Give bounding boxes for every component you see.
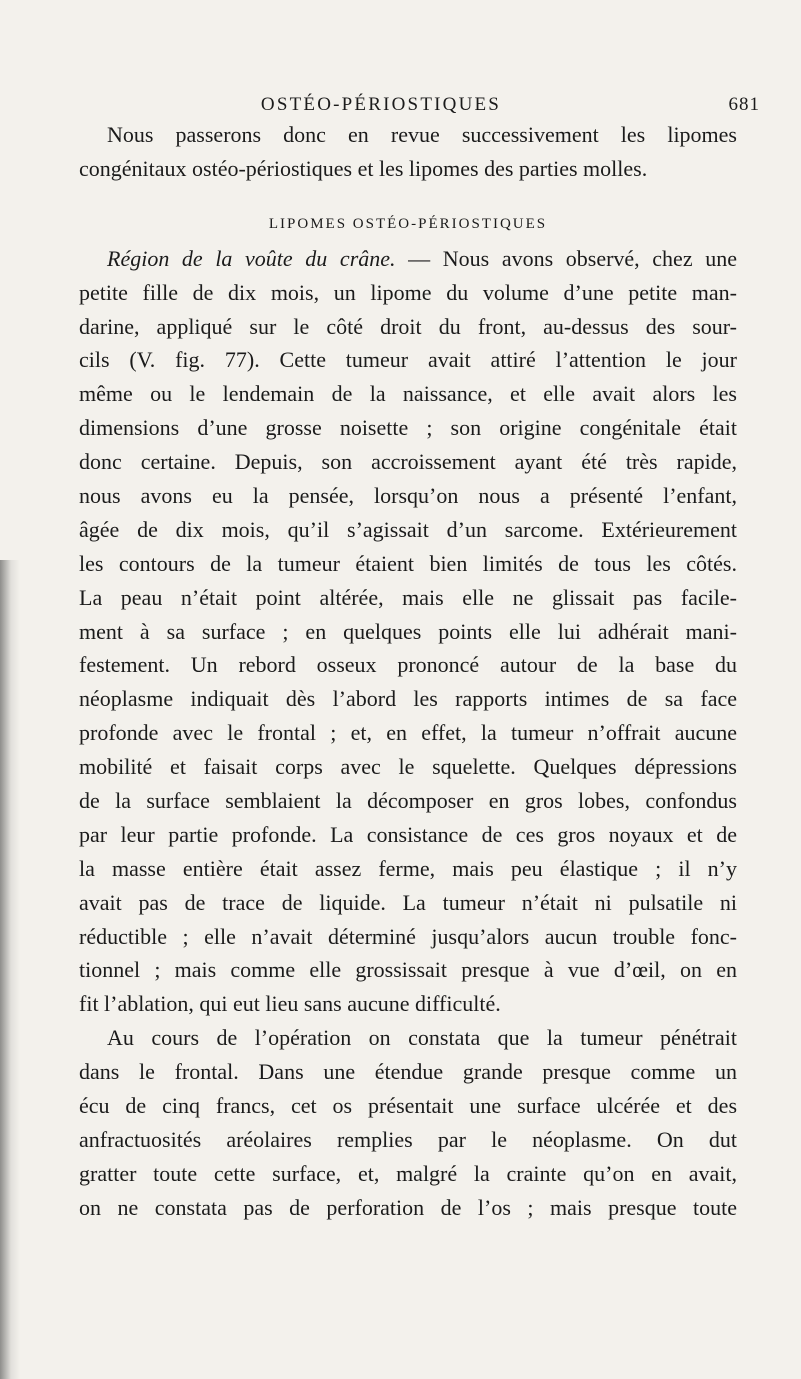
paragraph-line: mobilité et faisait corps avec le squelette. Quelques dépressions (79, 754, 737, 780)
body-text (79, 118, 737, 1225)
paragraph-line: donc certaine. Depuis, son accroissement ayant été très rapide, (79, 449, 737, 475)
binding-shadow (0, 560, 20, 1379)
paragraph-line: profonde avec le frontal ; et, en effet, la tumeur n’offrait aucune (79, 720, 737, 746)
paragraph-line: la masse entière était assez ferme, mais peu élastique ; il n’y (79, 855, 737, 881)
paragraph-line: festement. Un rebord osseux prononcé autour de la base du (79, 652, 737, 678)
paragraph-line: darine, appliqué sur le côté droit du front, au-dessus des sour- (79, 313, 737, 339)
paragraph-line: on ne constata pas de perforation de l’os ; mais presque toute (79, 1194, 737, 1220)
paragraph-line: Au cours de l’opération on constata que la tumeur pénétrait (107, 1025, 737, 1051)
running-title: OSTÉO-PÉRIOSTIQUES (260, 94, 502, 115)
section-heading: LIPOMES OSTÉO-PÉRIOSTIQUES (268, 215, 548, 232)
paragraph-line: tionnel ; mais comme elle grossissait presque à vue d’œil, on en (79, 957, 737, 983)
paragraph-line: cils (V. fig. 77). Cette tumeur avait attiré l’attention le jour (79, 347, 737, 373)
intro-line: congénitaux ostéo-périostiques et les lipomes des parties molles. (79, 155, 648, 181)
paragraph-line: dans le frontal. Dans une étendue grande presque comme un (79, 1059, 737, 1085)
subsection-title: Région de la voûte du crâne. (107, 245, 396, 271)
paragraph-line: gratter toute cette surface, et, malgré la crainte qu’on en avait, (79, 1160, 737, 1186)
paragraph-line: les contours de la tumeur étaient bien limités de tous les côtés. (79, 550, 737, 576)
paragraph-line: écu de cinq francs, cet os présentait une surface ulcérée et des (79, 1093, 737, 1119)
paragraph-line: dimensions d’une grosse noisette ; son origine congénitale était (79, 415, 737, 441)
paragraph-line: nous avons eu la pensée, lorsqu’on nous a présenté l’enfant, (79, 483, 737, 509)
paragraph-line: même ou le lendemain de la naissance, et elle avait alors les (79, 381, 737, 407)
paragraph-line: anfractuosités aréolaires remplies par le néoplasme. On dut (79, 1126, 737, 1152)
paragraph-line: néoplasme indiquait dès l’abord les rapports intimes de sa face (79, 686, 737, 712)
paragraph-line: petite fille de dix mois, un lipome du volume d’une petite man- (79, 279, 737, 305)
paragraph-line: fit l’ablation, qui eut lieu sans aucune difficulté. (79, 991, 501, 1017)
paragraph-line: par leur partie profonde. La consistance de ces gros noyaux et de (79, 821, 737, 847)
paragraph-first-line (79, 242, 737, 276)
paragraph-line: La peau n’était point altérée, mais elle ne glissait pas facile- (79, 584, 737, 610)
paragraph-line: ment à sa surface ; en quelques points elle lui adhérait mani- (79, 618, 737, 644)
first-line-rest: — Nous avons observé, chez une (395, 245, 737, 271)
paragraph-line: âgée de dix mois, qu’il s’agissait d’un sarcome. Extérieurement (79, 516, 737, 542)
running-head (60, 94, 760, 120)
intro-line: Nous passerons donc en revue successivement les lipomes (107, 122, 737, 147)
paragraph-line: réductible ; elle n’avait déterminé jusqu’alors aucun trouble fonc- (79, 923, 737, 949)
paragraph-line: de la surface semblaient la décomposer en gros lobes, confondus (79, 788, 737, 814)
paragraph-line: avait pas de trace de liquide. La tumeur n’était ni pulsatile ni (79, 889, 737, 915)
page-number: 681 (728, 94, 760, 115)
